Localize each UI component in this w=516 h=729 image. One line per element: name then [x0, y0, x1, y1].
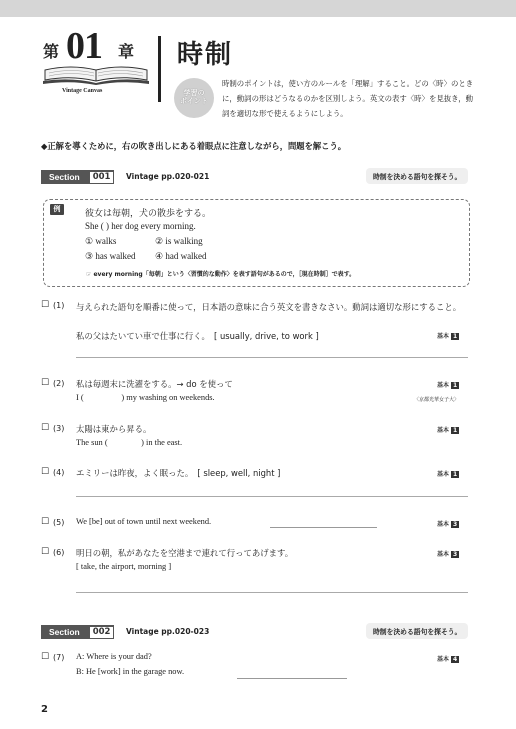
- level-badge: [437, 331, 459, 340]
- question-3-english: The sun ( ) in the east.: [76, 438, 183, 447]
- question-1-prompt: 与えられた語句を順番に使って，日本語の意味に合う英文を書きなさい。動詞は適切な形にすること。: [76, 302, 462, 312]
- level-label: 基本: [437, 551, 450, 558]
- top-bar: [0, 0, 516, 17]
- point-badge-line1: 学習の: [183, 89, 205, 98]
- chapter-title: 時制: [177, 40, 234, 70]
- question-7-line-b: B: He [work] in the garage now.: [76, 667, 185, 676]
- level-number: 4: [453, 656, 458, 663]
- question-5-text: We [be] out of town until next weekend.: [76, 517, 212, 526]
- level-badge: [437, 380, 459, 389]
- section-bar-001: [41, 170, 114, 184]
- example-option-2: ② is walking: [155, 236, 203, 246]
- question-source: 〈京都光華女子大〉: [414, 397, 460, 403]
- question-number: (6): [53, 548, 65, 557]
- level-label: 基本: [437, 471, 450, 478]
- chapter-suffix: 章: [118, 42, 135, 61]
- level-label: 基本: [437, 521, 450, 528]
- example-option-3: ③ has walked: [85, 251, 136, 261]
- instruction: ◆正解を導くために，右の吹き出しにある着眼点に注意しながら，問題を解こう。: [41, 141, 347, 151]
- learning-point-badge: [174, 78, 214, 118]
- level-badge: [437, 519, 459, 528]
- chapter-prefix: 第: [43, 42, 60, 61]
- answer-line[interactable]: [76, 592, 468, 593]
- open-book-icon: [41, 62, 151, 86]
- question-number: (1): [53, 301, 65, 310]
- level-label: 基本: [437, 427, 450, 434]
- level-badge: [437, 425, 459, 434]
- question-7-line-a: A: Where is your dad?: [76, 652, 152, 661]
- book-caption: Vintage Canvas: [62, 88, 103, 94]
- answer-blank[interactable]: [237, 678, 347, 679]
- question-2-english: I ( ) my washing on weekends.: [76, 393, 215, 402]
- level-label: 基本: [437, 656, 450, 663]
- example-english: She ( ) her dog every morning.: [85, 221, 196, 231]
- hint-bubble: 時制を決める語句を探そう。: [366, 623, 468, 639]
- checkbox[interactable]: ☐: [41, 652, 50, 662]
- question-2-japanese: 私は毎週末に洗濯をする。→ do を使って: [76, 379, 233, 389]
- level-badge: [437, 469, 459, 478]
- question-number: (3): [53, 424, 65, 433]
- question-4-text: エミリーは昨夜，よく眠った。 [ sleep, well, night ]: [76, 468, 281, 478]
- checkbox[interactable]: ☐: [41, 467, 50, 477]
- question-6-japanese: 明日の朝，私があなたを空港まで連れて行ってあげます。: [76, 548, 294, 558]
- section-number: 002: [89, 626, 115, 639]
- level-label: 基本: [437, 382, 450, 389]
- question-3-japanese: 太陽は東から昇る。: [76, 424, 152, 434]
- question-6-hint: [ take, the airport, morning ]: [76, 562, 172, 571]
- answer-line[interactable]: [76, 357, 468, 358]
- section-ref: Vintage pp.020-021: [126, 172, 210, 181]
- learning-point-text: 時制のポイントは，使い方のルールを「理解」すること。どの〈時〉のときに，動詞の形はどうなるのかを区別しよう。英文の表す〈時〉を見抜き，動詞を適切な形で使えるようにしよう。: [222, 79, 474, 118]
- checkbox[interactable]: ☐: [41, 378, 50, 388]
- question-number: (7): [53, 653, 65, 662]
- level-number: 1: [453, 427, 458, 434]
- level-number: 1: [453, 333, 458, 340]
- section-label: Section: [49, 172, 80, 182]
- level-number: 1: [453, 382, 458, 389]
- level-number: 3: [453, 551, 458, 558]
- answer-blank[interactable]: [270, 527, 377, 528]
- level-badge: [437, 654, 459, 663]
- question-number: (5): [53, 518, 65, 527]
- hint-bubble: 時制を決める語句を探そう。: [366, 168, 468, 184]
- example-option-1: ① walks: [85, 236, 117, 246]
- level-badge: [437, 549, 459, 558]
- page-number: 2: [41, 704, 48, 715]
- chapter-number: 01: [66, 25, 102, 67]
- point-badge-line2: ポイント: [180, 97, 208, 105]
- checkbox[interactable]: ☐: [41, 423, 50, 433]
- question-number: (2): [53, 379, 65, 388]
- example-japanese: 彼女は毎朝，犬の散歩をする。: [85, 209, 212, 219]
- level-number: 1: [453, 471, 458, 478]
- checkbox[interactable]: ☐: [41, 517, 50, 527]
- example-icon: 例: [50, 204, 64, 215]
- checkbox[interactable]: ☐: [41, 300, 50, 310]
- section-ref: Vintage pp.020-023: [126, 627, 210, 636]
- question-number: (4): [53, 468, 65, 477]
- example-option-4: ④ had walked: [155, 251, 207, 261]
- level-number: 3: [453, 521, 458, 528]
- answer-line[interactable]: [76, 496, 468, 497]
- question-1-text: 私の父はたいてい車で仕事に行く。 [ usually, drive, to work ]: [76, 331, 319, 341]
- section-label: Section: [49, 627, 80, 637]
- checkbox[interactable]: ☐: [41, 547, 50, 557]
- level-label: 基本: [437, 333, 450, 340]
- section-bar-002: [41, 625, 114, 639]
- header-divider: [158, 36, 161, 102]
- example-note: ☞ every morning「毎朝」という〈習慣的な動作〉を表す語句があるので，［現在時制］で表す。: [86, 271, 356, 278]
- section-number: 001: [89, 171, 115, 184]
